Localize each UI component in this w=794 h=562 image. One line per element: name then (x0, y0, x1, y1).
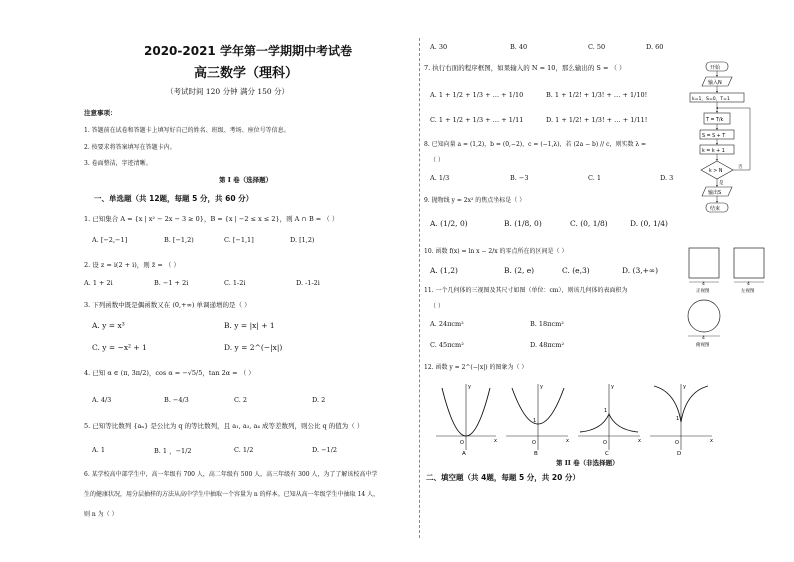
question-10-stem: 10. 函数 f(x) = ln x − 2/x 的零点所在的区间是（ ） (424, 248, 568, 255)
question-2-option-b: B. −1 + 2i (154, 279, 189, 287)
svg-text:O: O (460, 440, 464, 446)
flow-step-t: T = T/k (706, 118, 724, 123)
question-8-option-a: A. 1/3 (430, 174, 450, 182)
question-2-option-c: C. 1-2i (224, 279, 246, 287)
section-heading-single-choice: 一、单选题（共 12题，每题 5 分，共 60 分） (94, 194, 254, 203)
graph-label-b: B (534, 451, 538, 456)
question-9-option-a: A. (1/2, 0) (430, 219, 468, 228)
column-divider (419, 38, 420, 538)
question-8-option-d: D. 3 (660, 174, 674, 182)
exam-subtitle: 高三数学（理科） (194, 66, 299, 81)
question-6-option-a: A. 30 (430, 43, 448, 51)
question-3-option-a: A. y = x³ (92, 321, 125, 330)
question-10-option-d: D. (3,+∞) (622, 266, 659, 275)
graph-label-d: D (677, 451, 682, 456)
question-11-option-c: C. 45πcm² (430, 341, 464, 349)
side-view-label: 左视图 (741, 289, 755, 294)
question-7-option-d: D. 1 + 1/2! + 1/3! + … + 1/11! (546, 116, 648, 124)
front-view-dim: 4 (702, 282, 705, 287)
graph-a (436, 384, 497, 456)
top-view-circle (688, 300, 720, 332)
question-3-option-c: C. y = −x² + 1 (92, 343, 147, 352)
question-7-option-c: C. 1 + 1/2 + 1/3 + … + 1/11 (430, 116, 524, 124)
question-1-option-d: D. [1,2) (290, 236, 315, 244)
question-9-option-b: B. (1/8, 0) (504, 219, 542, 228)
flow-step-k: k = k + 1 (702, 149, 725, 154)
question-6-option-d: D. 60 (646, 43, 664, 51)
svg-text:y: y (540, 384, 543, 390)
question-11-stem-line1: 11. 一个几何体的三视图及其尺寸如图（单位：cm），则该几何体的表面积为 (424, 287, 628, 294)
svg-text:x: x (710, 438, 713, 444)
question-6-stem-line2: 生的健康状况，用分层抽样的方法从高中学生中抽取一个容量为 n 的样本。已知从高一年级学生中抽取 14 人， (84, 491, 380, 498)
question-4-stem: 4. 已知 α ∈ (π, 3π/2)，cos α = −√5/5，tan 2α = （ ） (84, 369, 255, 377)
svg-text:x: x (638, 438, 641, 444)
flow-step-s: S = S + T (702, 134, 726, 139)
question-11-option-b: B. 18πcm² (530, 320, 564, 328)
question-8-option-b: B. −3 (510, 174, 529, 182)
question-6-stem-line3: 则 n 为（ ） (84, 511, 118, 518)
exam-info: （考试时间 120 分钟 满分 150 分） (166, 87, 290, 96)
question-10-option-c: C. (e,3) (562, 266, 590, 275)
flow-no-label: 否 (738, 165, 743, 170)
side-view-dim: 4 (747, 282, 750, 287)
question-8-option-c: C. 1 (588, 174, 602, 182)
svg-text:1: 1 (676, 416, 680, 422)
question-11-option-a: A. 24πcm² (430, 320, 464, 328)
note-item: 3. 卷面整洁，字迹清晰。 (84, 160, 152, 167)
question-3-option-d: D. y = 2^(−|x|) (224, 343, 283, 352)
graph-c (578, 384, 641, 456)
flowchart (684, 60, 758, 218)
front-view-label: 正视图 (696, 289, 710, 294)
flow-output: 输出S (708, 190, 722, 196)
question-9-option-d: D. (0, 1/4) (630, 219, 668, 228)
flow-init: k=1，S=0，T=1 (692, 97, 730, 102)
question-5-stem: 5. 已知等比数列 {aₙ} 是公比为 q 的等比数列，且 a₁, a₃, a₄ 成等差数列，则公比 q 的值为（ ） (84, 422, 364, 430)
question-1-option-c: C. [−1,1] (224, 236, 254, 244)
question-5-option-b: B. 1 ，−1/2 (154, 447, 192, 455)
question-9-stem: 9. 抛物线 y = 2x² 的焦点坐标是（ ） (424, 197, 526, 204)
question-9-option-c: C. (0, 1/8) (570, 219, 608, 228)
side-view-square (734, 248, 764, 278)
svg-text:O: O (532, 440, 536, 446)
question-2-stem: 2. 设 z = i(2 + i)，则 z̄ = （ ） (84, 261, 180, 269)
flow-input: 输入N (708, 80, 722, 86)
question-1-option-a: A. [−2,−1] (92, 236, 128, 244)
svg-text:x: x (494, 438, 497, 444)
question-4-option-d: D. 2 (312, 396, 326, 404)
top-view-label: 俯视图 (696, 343, 710, 348)
three-view-drawing (684, 246, 774, 354)
question-12-stem: 12. 函数 y = 2^(−|x|) 的图象为（ ） (424, 364, 528, 371)
exam-title: 2020-2021 学年第一学期期中考试卷 (144, 44, 352, 58)
question-7-option-b: B. 1 + 1/2! + 1/3! + … + 1/10! (546, 91, 648, 99)
flow-end: 结束 (710, 206, 721, 212)
question-7-stem: 7. 执行右面的程序框图，如果输入的 N = 10，那么输出的 S = （ ） (424, 64, 626, 72)
question-10-option-a: A. (1,2) (430, 266, 458, 275)
part1-title: 第 I 卷（选择题） (219, 176, 273, 184)
flow-condition: k > N (709, 169, 723, 174)
question-5-option-d: D. −1/2 (312, 446, 338, 454)
question-7-option-a: A. 1 + 1/2 + 1/3 + … + 1/10 (430, 91, 524, 99)
flow-start: 开始 (710, 65, 721, 71)
svg-text:y: y (683, 384, 686, 390)
question-10-option-b: B. (2, e) (504, 266, 535, 275)
right-column (424, 0, 712, 562)
question-11-stem-line2: （ ） (430, 303, 444, 310)
graph-label-a: A (462, 451, 466, 456)
left-column (84, 0, 414, 562)
top-view-dim: 4 (702, 336, 705, 341)
svg-text:O: O (603, 440, 607, 446)
svg-text:1: 1 (604, 408, 608, 414)
question-4-option-b: B. −4/3 (164, 396, 189, 404)
question-4-option-a: A. 4/3 (92, 396, 112, 404)
svg-text:x: x (566, 438, 569, 444)
notes-heading: 注意事项： (84, 109, 117, 117)
question-6-option-c: C. 50 (588, 43, 606, 51)
graph-b (506, 384, 569, 456)
question-2-option-a: A. 1 + 2i (84, 279, 113, 287)
question-1-stem: 1. 已知集合 A = {x | x² − 2x − 3 ≥ 0}，B = {x | −2 ≤ x ≤ 2}，则 A ∩ B = （ ） (84, 215, 339, 223)
question-8-stem-end: （ ） (430, 157, 444, 164)
section-heading-fill-blank: 二、填空题（共 4题，每题 5 分，共 20 分） (426, 473, 580, 482)
question-3-stem: 3. 下列函数中既是偶函数又在 (0,+∞) 单调递增的是（ ） (84, 301, 251, 309)
note-item: 1. 答题前在试卷和答题卡上填写好自己的姓名、班级、考场、座位号等信息。 (84, 127, 290, 134)
question-8-stem: 8. 已知向量 a = (1,2)，b = (0,−2)，c = (−1,λ)，若 (2a − b) // c，则实数 λ = (424, 141, 647, 148)
part2-title: 第 II 卷（非选择题） (556, 459, 619, 467)
question-6-option-b: B. 40 (510, 43, 528, 51)
question-11-option-d: D. 48πcm² (530, 341, 565, 349)
question-3-option-b: B. y = |x| + 1 (224, 321, 275, 330)
graph-label-c: C (605, 451, 609, 456)
note-item: 2. 按要求将答案填写在答题卡内。 (84, 144, 176, 151)
question-5-option-a: A. 1 (92, 446, 105, 454)
question-6-stem-line1: 6. 某学校高中部学生中，高一年级有 700 人，高二年级有 500 人，高三年级有 300 人，为了了解该校高中学 (84, 471, 378, 478)
front-view-square (689, 248, 719, 278)
svg-text:1: 1 (533, 418, 537, 424)
question-2-option-d: D. -1-2i (296, 279, 320, 287)
question-1-option-b: B. [−1,2) (164, 236, 194, 244)
svg-text:y: y (611, 384, 614, 390)
svg-text:O: O (675, 440, 679, 446)
flow-yes-label: 是 (719, 181, 724, 186)
question-5-option-c: C. 1/2 (234, 446, 254, 454)
question-12-graphs (432, 380, 722, 456)
svg-text:y: y (468, 384, 471, 390)
graph-d (650, 384, 713, 456)
question-4-option-c: C. 2 (234, 396, 248, 404)
